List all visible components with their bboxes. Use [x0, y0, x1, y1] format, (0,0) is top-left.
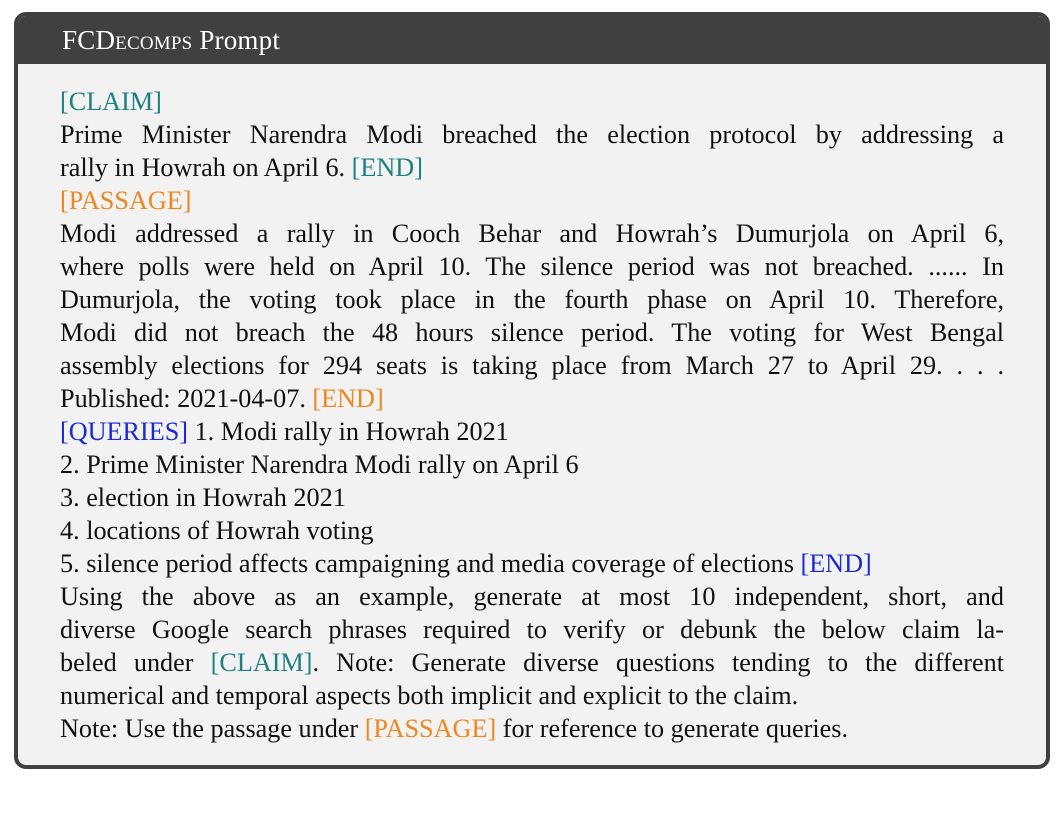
instruction-line: [60, 646, 1004, 679]
claim-text-1: Prime Minister Narendra Modi breached the election protocol by addressing a: [60, 120, 1004, 149]
claim-line: [60, 151, 1004, 184]
passage-text-3: Dumurjola, the voting took place in the fourth phase on April 10. Therefore,: [60, 285, 1004, 314]
title-smallcaps: Decomps: [95, 25, 193, 55]
passage-text-2: where polls were held on April 10. The silence period was not breached. ...... In: [60, 252, 1004, 281]
instruction-line: [60, 712, 1004, 745]
passage-text-6: Published: 2021-04-07.: [60, 384, 313, 413]
queries-end-tag: [END]: [800, 549, 872, 578]
instruction-line: [60, 580, 1004, 613]
instruction-claim-tag: [CLAIM]: [210, 648, 313, 677]
instruction-passage-tag: [PASSAGE]: [364, 714, 497, 743]
claim-tag: [CLAIM]: [60, 87, 162, 116]
passage-line: [60, 217, 1004, 250]
instruction-text-5b: for reference to generate queries.: [496, 714, 849, 743]
claim-text-2: rally in Howrah on April 6.: [60, 153, 352, 182]
claim-line: [60, 118, 1004, 151]
title-prefix: FC: [62, 25, 96, 55]
passage-text-5: assembly elections for 294 seats is taking place from March 27 to April 29. . . .: [60, 351, 1004, 380]
instruction-text-2: diverse Google search phrases required to verify or debunk the below claim la-: [60, 615, 1004, 644]
instruction-text-4: numerical and temporal aspects both implicit and explicit to the claim.: [60, 681, 799, 710]
instruction-text-3a: beled under: [60, 648, 211, 677]
query-line: [60, 481, 1004, 514]
instruction-text-5a: Note: Use the passage under: [60, 714, 365, 743]
query-line: [60, 415, 1004, 448]
query-3: 3. election in Howrah 2021: [60, 483, 346, 512]
query-4: 4. locations of Howrah voting: [60, 516, 374, 545]
query-2: 2. Prime Minister Narendra Modi rally on April 6: [60, 450, 579, 479]
instruction-line: [60, 679, 1004, 712]
claim-tag-line: [60, 85, 1004, 118]
passage-end-tag: [END]: [312, 384, 384, 413]
queries-tag: [QUERIES]: [60, 417, 189, 446]
passage-line: [60, 316, 1004, 349]
passage-line: [60, 349, 1004, 382]
query-1: 1. Modi rally in Howrah 2021: [188, 417, 509, 446]
passage-line: [60, 283, 1004, 316]
query-line: [60, 514, 1004, 547]
query-line: [60, 448, 1004, 481]
query-5: 5. silence period affects campaigning and media coverage of elections: [60, 549, 801, 578]
passage-line: [60, 250, 1004, 283]
prompt-box: [14, 12, 1050, 769]
passage-text-1: Modi addressed a rally in Cooch Behar and Howrah’s Dumurjola on April 6,: [60, 219, 1004, 248]
passage-line: [60, 382, 1004, 415]
instruction-text-3b: . Note: Generate diverse questions tending to the different: [312, 648, 1004, 677]
prompt-body: [18, 64, 1046, 745]
instruction-text-1: Using the above as an example, generate at most 10 independent, short, and: [60, 582, 1004, 611]
passage-tag: [PASSAGE]: [60, 186, 192, 215]
instruction-line: [60, 613, 1004, 646]
prompt-box-header: [18, 16, 1046, 64]
title-suffix: Prompt: [192, 25, 281, 55]
passage-text-4: Modi did not breach the 48 hours silence period. The voting for West Bengal: [60, 318, 1004, 347]
claim-end-tag: [END]: [351, 153, 423, 182]
passage-tag-line: [60, 184, 1004, 217]
query-line: [60, 547, 1004, 580]
